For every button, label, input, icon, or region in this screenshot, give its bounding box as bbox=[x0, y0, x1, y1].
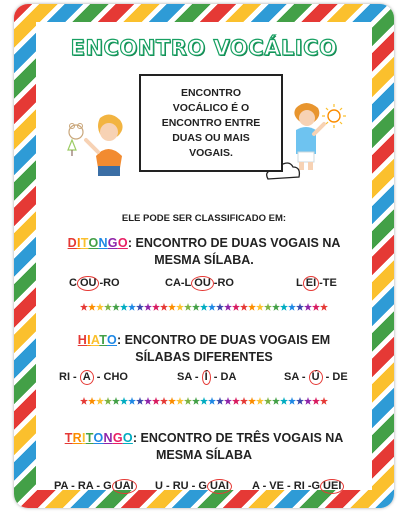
star-icon bbox=[272, 397, 280, 405]
star-divider bbox=[36, 397, 372, 405]
keyword-letter: G bbox=[112, 431, 123, 445]
syllable-text: - DA bbox=[210, 371, 237, 383]
circled-vowels: UAI bbox=[207, 479, 232, 494]
tritongo-heading bbox=[36, 430, 372, 464]
star-icon bbox=[136, 303, 144, 311]
circled-vowels: EI bbox=[303, 276, 319, 291]
star-icon bbox=[280, 303, 288, 311]
star-icon bbox=[192, 397, 200, 405]
star-icon bbox=[256, 303, 264, 311]
star-icon bbox=[312, 303, 320, 311]
definition-line: VOCÁLICO É O bbox=[172, 101, 250, 114]
star-icon bbox=[288, 397, 296, 405]
star-icon bbox=[152, 303, 160, 311]
keyword-letter: G bbox=[107, 236, 118, 250]
star-icon bbox=[128, 397, 136, 405]
circled-vowels: OU bbox=[191, 276, 214, 291]
circled-vowels: OU bbox=[77, 276, 100, 291]
star-icon bbox=[208, 397, 216, 405]
syllable-text: U - RU - G bbox=[155, 480, 207, 492]
star-icon bbox=[120, 397, 128, 405]
keyword-letter: H bbox=[77, 333, 88, 347]
syllable-text: -RO bbox=[99, 277, 120, 289]
keyword-letter: R bbox=[72, 431, 82, 445]
star-icon bbox=[160, 303, 168, 311]
star-icon bbox=[88, 303, 96, 311]
star-icon bbox=[128, 303, 136, 311]
keyword-letter: I bbox=[76, 236, 81, 250]
star-icon bbox=[200, 303, 208, 311]
keyword-letter: O bbox=[88, 236, 99, 250]
star-icon bbox=[168, 303, 176, 311]
star-icon bbox=[192, 303, 200, 311]
syllable-text: C bbox=[69, 277, 77, 289]
definition-box bbox=[139, 74, 283, 172]
star-icon bbox=[232, 397, 240, 405]
syllable-text: -RO bbox=[213, 277, 234, 289]
keyword-letter: T bbox=[85, 431, 94, 445]
tritongo-example bbox=[252, 479, 344, 494]
ditongo-example bbox=[69, 276, 120, 291]
star-icon bbox=[224, 397, 232, 405]
star-icon bbox=[80, 397, 88, 405]
hiato-heading bbox=[36, 332, 372, 366]
hiato-example bbox=[177, 370, 236, 385]
circled-vowels: UEI bbox=[320, 479, 344, 494]
definition-line: VOGAIS. bbox=[189, 146, 233, 159]
star-icon bbox=[288, 303, 296, 311]
hiato-example bbox=[59, 370, 128, 385]
syllable-text: - CHO bbox=[93, 371, 128, 383]
circled-vowels: UAI bbox=[112, 479, 137, 494]
syllable-text: -TE bbox=[319, 277, 337, 289]
star-icon bbox=[184, 397, 192, 405]
star-icon bbox=[112, 303, 120, 311]
star-icon bbox=[160, 397, 168, 405]
star-icon bbox=[200, 397, 208, 405]
star-icon bbox=[88, 397, 96, 405]
syllable-text: L bbox=[296, 277, 303, 289]
syllable-text: A - VE - RI -G bbox=[252, 480, 321, 492]
star-icon bbox=[312, 397, 320, 405]
star-icon bbox=[208, 303, 216, 311]
syllable-text: - DE bbox=[322, 371, 348, 383]
star-icon bbox=[296, 397, 304, 405]
definition-line: ENCONTRO ENTRE bbox=[161, 116, 261, 129]
tritongo-description: : ENCONTRO DE TRÊS VOGAIS NA bbox=[132, 431, 344, 445]
star-icon bbox=[248, 397, 256, 405]
keyword-letter: N bbox=[103, 431, 113, 445]
keyword-letter: T bbox=[99, 333, 107, 347]
star-icon bbox=[184, 303, 192, 311]
tritongo-description-line2: MESMA SÍLABA bbox=[155, 448, 253, 462]
ditongo-keyword bbox=[68, 236, 128, 250]
star-icon bbox=[216, 303, 224, 311]
star-icon bbox=[232, 303, 240, 311]
classification-heading: ELE PODE SER CLASSIFICADO EM: bbox=[121, 213, 287, 224]
star-icon bbox=[80, 303, 88, 311]
star-icon bbox=[304, 303, 312, 311]
circled-vowels: A bbox=[80, 370, 94, 385]
star-icon bbox=[320, 397, 328, 405]
star-icon bbox=[224, 303, 232, 311]
circled-vowels: Í bbox=[202, 370, 211, 385]
keyword-letter: O bbox=[106, 333, 118, 347]
keyword-letter: T bbox=[64, 431, 73, 445]
keyword-letter: T bbox=[80, 236, 89, 250]
syllable-text: SA - bbox=[284, 371, 309, 383]
star-icon bbox=[144, 303, 152, 311]
star-icon bbox=[120, 303, 128, 311]
tritongo-example bbox=[54, 479, 137, 494]
star-icon bbox=[104, 303, 112, 311]
keyword-letter: I bbox=[81, 431, 86, 445]
keyword-letter: O bbox=[117, 236, 128, 250]
star-icon bbox=[256, 397, 264, 405]
definition-line: DUAS OU MAIS bbox=[172, 131, 250, 144]
syllable-text: CA-L bbox=[165, 277, 192, 289]
star-icon bbox=[176, 303, 184, 311]
star-icon bbox=[216, 397, 224, 405]
star-icon bbox=[320, 303, 328, 311]
hiato-description-line2: SÍLABAS DIFERENTES bbox=[135, 350, 273, 364]
star-icon bbox=[272, 303, 280, 311]
star-icon bbox=[296, 303, 304, 311]
tritongo-keyword bbox=[65, 431, 133, 445]
ditongo-heading bbox=[36, 235, 372, 269]
child-drawing-illustration bbox=[64, 110, 134, 182]
ditongo-description: : ENCONTRO DE DUAS VOGAIS NA bbox=[127, 236, 341, 250]
poster-title: ENCONTRO VOCÁLICO bbox=[70, 36, 338, 60]
circled-vowels: Ú bbox=[309, 370, 323, 385]
star-icon bbox=[168, 397, 176, 405]
tritongo-example bbox=[155, 479, 232, 494]
keyword-letter: N bbox=[98, 236, 108, 250]
ditongo-description-line2: MESMA SÍLABA. bbox=[154, 253, 254, 267]
star-icon bbox=[176, 397, 184, 405]
keyword-letter: D bbox=[67, 236, 77, 250]
star-icon bbox=[248, 303, 256, 311]
star-icon bbox=[136, 397, 144, 405]
star-icon bbox=[104, 397, 112, 405]
star-icon bbox=[144, 397, 152, 405]
syllable-text: SA - bbox=[177, 371, 202, 383]
hiato-description: : ENCONTRO DE DUAS VOGAIS EM bbox=[117, 333, 331, 347]
star-icon bbox=[240, 397, 248, 405]
star-icon bbox=[240, 303, 248, 311]
hiato-example bbox=[284, 370, 348, 385]
keyword-letter: O bbox=[93, 431, 104, 445]
poster-content bbox=[36, 22, 372, 490]
keyword-letter: I bbox=[87, 333, 91, 347]
star-icon bbox=[304, 397, 312, 405]
star-icon bbox=[152, 397, 160, 405]
hiato-keyword bbox=[78, 333, 117, 347]
keyword-letter: O bbox=[122, 431, 133, 445]
star-icon bbox=[264, 303, 272, 311]
star-icon bbox=[96, 397, 104, 405]
keyword-letter: A bbox=[90, 333, 100, 347]
star-icon bbox=[112, 397, 120, 405]
star-icon bbox=[280, 397, 288, 405]
poster bbox=[14, 4, 394, 508]
ditongo-example bbox=[296, 276, 337, 291]
star-icon bbox=[264, 397, 272, 405]
definition-text bbox=[151, 86, 271, 161]
syllable-text: PA - RA - G bbox=[54, 480, 112, 492]
syllable-text: RI - bbox=[59, 371, 80, 383]
star-divider bbox=[36, 303, 372, 311]
definition-line: ENCONTRO bbox=[180, 86, 242, 99]
ditongo-example bbox=[165, 276, 234, 291]
star-icon bbox=[96, 303, 104, 311]
